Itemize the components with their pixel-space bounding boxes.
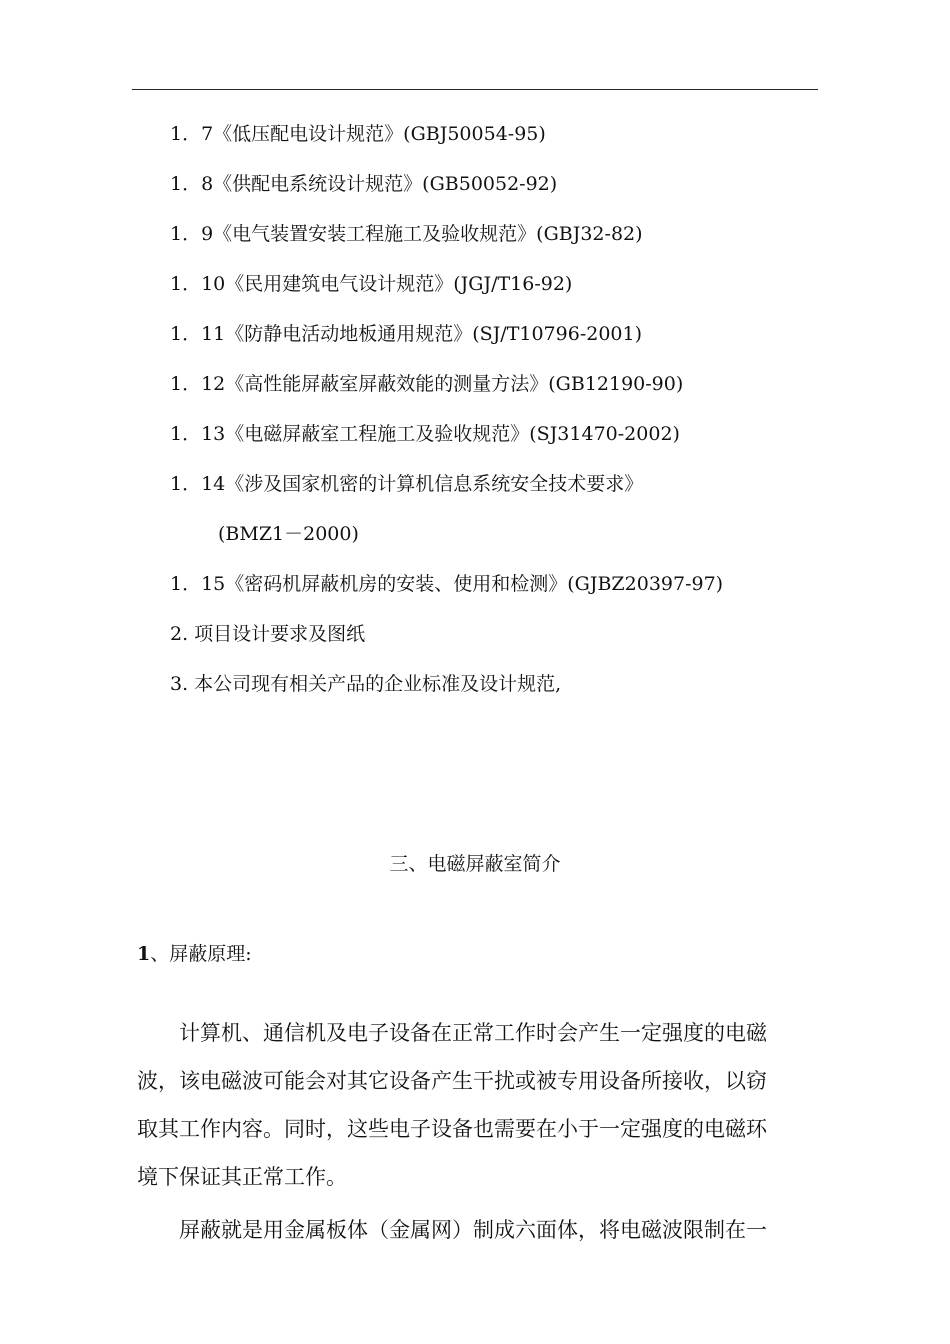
subsection-title: 、屏蔽原理: [150, 943, 252, 965]
reference-item: 1．11《防静电活动地板通用规范》(SJ/T10796-2001) [170, 323, 643, 345]
paragraph-line: 境下保证其正常工作。 [137, 1165, 347, 1189]
list-item: 3. 本公司现有相关产品的企业标准及设计规范, [170, 673, 562, 695]
reference-item: 1．14《涉及国家机密的计算机信息系统安全技术要求》 [170, 473, 644, 495]
reference-item: 1．15《密码机屏蔽机房的安装、使用和检测》(GJBZ20397-97) [170, 573, 724, 595]
section-title: 三、电磁屏蔽室简介 [389, 853, 561, 875]
paragraph-line: 波，该电磁波可能会对其它设备产生干扰或被专用设备所接收，以窃 [137, 1069, 767, 1093]
reference-item: 1．8《供配电系统设计规范》(GB50052-92) [170, 173, 558, 195]
paragraph-line: 屏蔽就是用金属板体（金属网）制成六面体，将电磁波限制在一 [137, 1218, 767, 1242]
reference-item: 1．12《高性能屏蔽室屏蔽效能的测量方法》(GB12190-90) [170, 373, 684, 395]
paragraph-line: 计算机、通信机及电子设备在正常工作时会产生一定强度的电磁 [137, 1021, 767, 1045]
subsection-heading [137, 942, 252, 966]
reference-item: 1．13《电磁屏蔽室工程施工及验收规范》(SJ31470-2002) [170, 423, 680, 445]
header-rule [132, 89, 818, 90]
subsection-number: 1 [137, 943, 151, 965]
list-item: 2. 项目设计要求及图纸 [170, 623, 366, 645]
reference-item-continuation: (BMZ1－2000) [218, 523, 359, 545]
reference-item: 1．9《电气装置安装工程施工及验收规范》(GBJ32-82) [170, 223, 643, 245]
reference-item: 1．7《低压配电设计规范》(GBJ50054-95) [170, 123, 546, 145]
paragraph-line: 取其工作内容。同时，这些电子设备也需要在小于一定强度的电磁环 [137, 1117, 767, 1141]
reference-item: 1．10《民用建筑电气设计规范》(JGJ/T16-92) [170, 273, 573, 295]
